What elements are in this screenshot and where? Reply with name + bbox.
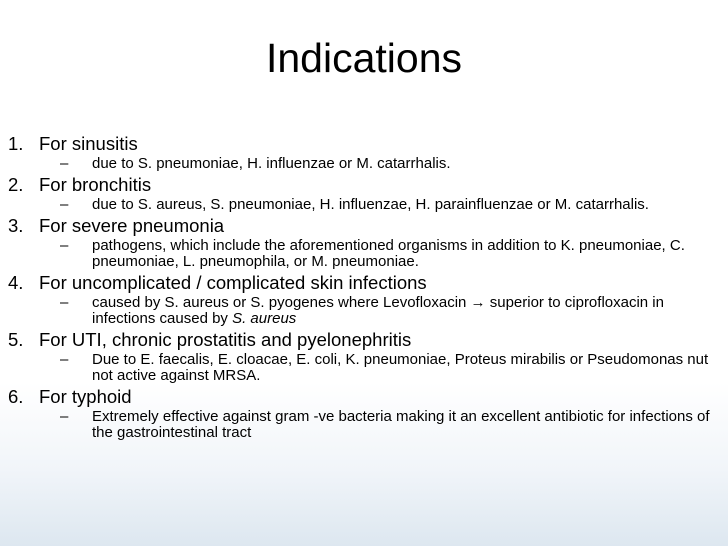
list-item-typhoid <box>8 386 720 441</box>
dash-bullet: – <box>60 351 69 368</box>
sub-bullet-text: Due to E. faecalis, E. cloacae, E. coli, K. pneumoniae, Proteus mirabilis or Pseudomonas nut not active against MRSA. <box>92 351 709 384</box>
item-number: 1. <box>8 133 24 154</box>
list-item-heading <box>8 174 720 196</box>
item-heading-text: For severe pneumonia <box>39 215 225 236</box>
list-item-uti <box>8 329 720 384</box>
dash-bullet: – <box>60 408 69 425</box>
list-item-heading <box>8 215 720 237</box>
item-heading-text: For bronchitis <box>39 174 152 195</box>
item-number: 4. <box>8 272 24 293</box>
sub-bullet <box>8 238 720 270</box>
list-item-heading <box>8 133 720 155</box>
item-number: 5. <box>8 329 24 350</box>
item-number: 3. <box>8 215 24 236</box>
list-item-skin-infections <box>8 272 720 327</box>
sub-bullet-text: due to S. pneumoniae, H. influenzae or M. catarrhalis. <box>92 155 451 172</box>
list-item-heading <box>8 329 720 351</box>
sub-bullet-text: due to S. aureus, S. pneumoniae, H. influenzae, H. parainfluenzae or M. catarrhalis. <box>92 196 649 213</box>
list-item-bronchitis <box>8 174 720 213</box>
sub-bullet-text: pathogens, which include the aforementioned organisms in addition to K. pneumoniae, C. pneumoniae, L. pneumophila, or M. pneumoniae. <box>92 237 685 270</box>
item-heading-text: For sinusitis <box>39 133 138 154</box>
list-item-heading <box>8 386 720 408</box>
sub-bullet <box>8 409 720 441</box>
list-item-heading <box>8 272 720 294</box>
item-number: 2. <box>8 174 24 195</box>
sub-bullet <box>8 295 720 327</box>
dash-bullet: – <box>60 196 69 213</box>
sub-bullet-text: Extremely effective against gram -ve bacteria making it an excellent antibiotic for infections of the gastrointestinal tract <box>92 408 710 441</box>
list-item-sinusitis <box>8 133 720 172</box>
slide-title: Indications <box>265 35 462 81</box>
italic-organism-name: S. aureus <box>232 310 297 327</box>
sub-bullet <box>8 197 720 213</box>
sub-bullet <box>8 352 720 384</box>
sub-bullet-text-part: caused by S. aureus or S. pyogenes where Levofloxacin → superior to ciprofloxacin in infections caused by <box>92 294 664 327</box>
dash-bullet: – <box>60 294 69 311</box>
dash-bullet: – <box>60 237 69 254</box>
item-number: 6. <box>8 386 24 407</box>
indications-list <box>8 133 720 443</box>
list-item-pneumonia <box>8 215 720 270</box>
sub-bullet <box>8 156 720 172</box>
item-heading-text: For UTI, chronic prostatitis and pyelonephritis <box>39 329 412 350</box>
item-heading-text: For typhoid <box>39 386 132 407</box>
sub-bullet-text <box>92 295 720 327</box>
item-heading-text: For uncomplicated / complicated skin infections <box>39 272 427 293</box>
dash-bullet: – <box>60 155 69 172</box>
